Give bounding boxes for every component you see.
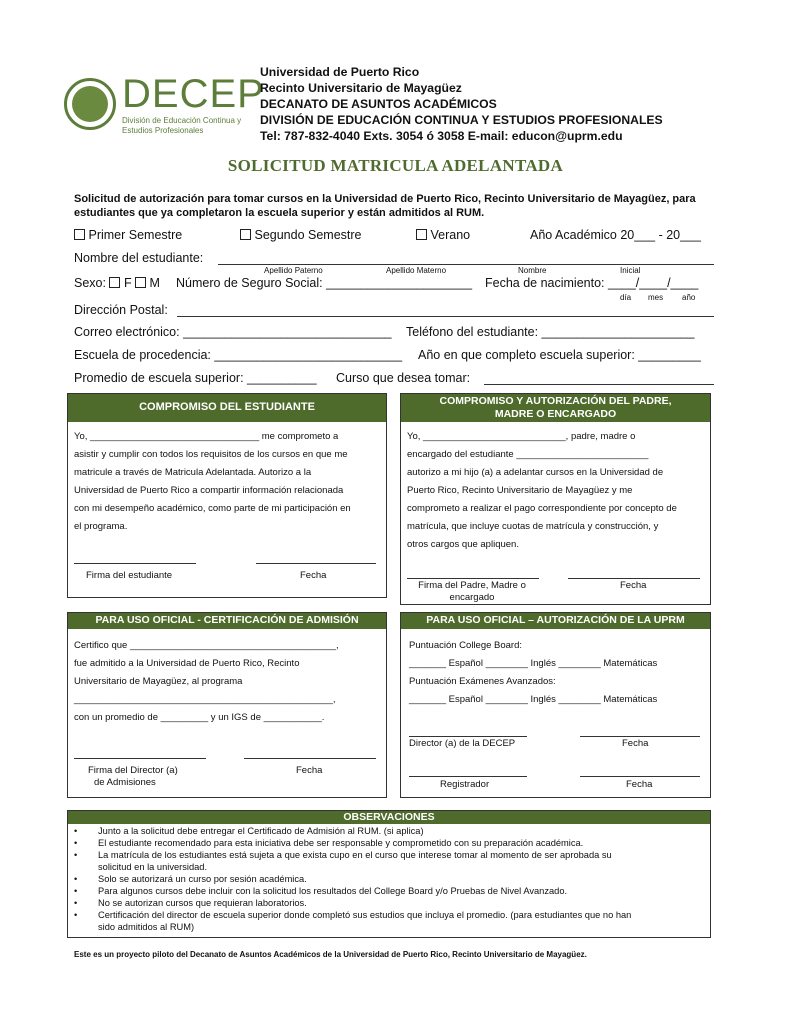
firma-director-label: Firma del Director (a) de Admisiones (88, 765, 178, 788)
footer-note: Este es un proyecto piloto del Decanato de Asuntos Académicos de la Universidad de Puerto Rico, Recinto Universitario de Mayagüez. (74, 950, 587, 959)
promedio-field[interactable]: Promedio de escuela superior: __________ (74, 371, 317, 385)
observaciones-list (74, 825, 706, 933)
compromiso-padre-title: COMPROMISO Y AUTORIZACIÓN DEL PADRE, MADRE O ENCARGADO (401, 394, 710, 422)
checkbox-icon[interactable] (135, 277, 146, 288)
fecha-nacimiento-field[interactable]: Fecha de nacimiento: ____/____/____ (485, 276, 699, 290)
list-item: • La matrícula de los estudiantes está sujeta a que exista cupo en el curso que interese tomar al momento de ser aprobada su (74, 850, 612, 860)
checkbox-icon[interactable] (74, 229, 85, 240)
nombre-field[interactable] (218, 264, 714, 265)
list-item: • No se autorizan cursos que requieran laboratorios. (74, 898, 307, 908)
ssn-field[interactable]: Número de Seguro Social: _____________________ (176, 276, 473, 290)
curso-label: Curso que desea tomar: (336, 371, 471, 385)
list-item: • Para algunos cursos debe incluir con la solicitud los resultados del College Board y/o Pruebas de Nivel Avanzado. (74, 886, 568, 896)
list-item: • Junto a la solicitud debe entregar el Certificado de Admisión al RUM. (si aplica) (74, 826, 424, 836)
sub-label: año (682, 293, 696, 302)
fecha-estudiante-line[interactable] (256, 563, 376, 564)
sub-label: Inicial (620, 266, 641, 275)
sub-label: Apellido Paterno (264, 266, 323, 275)
certificacion-text: Certifico que _______________________________________, fue admitido a la Universidad de Puerto Rico, Recinto Universitario de Mayagüez, al programa _________________________________________________, con un promedio de _________ y un IGS de ___________. (74, 640, 339, 723)
sub-label: día (620, 293, 632, 302)
telefono-field[interactable]: Teléfono del estudiante: ______________________ (406, 325, 695, 339)
fecha-label: Fecha (300, 570, 327, 581)
fecha-decep-line[interactable] (580, 736, 700, 737)
curso-field[interactable] (484, 384, 714, 385)
header-line: DIVISIÓN DE EDUCACIÓN CONTINUA Y ESTUDIOS PROFESIONALES (260, 113, 663, 127)
list-item: • El estudiante recomendado para esta iniciativa debe ser responsable y comprometido con su preparación académica. (74, 838, 584, 848)
autorizacion-text: Puntuación College Board: _______ Español ________ Inglés ________ Matemáticas Puntuación Exámenes Avanzados: _______ Español ________ Inglés ________ Matemáticas (409, 640, 658, 705)
verano-option[interactable]: Verano (416, 228, 470, 243)
compromiso-estudiante-text: Yo, ________________________________ me comprometo a asistir y cumplir con todos los requisitos de los cursos en que me matricule a través de Matricula Adelantada. Autorizo a la Universidad de Puerto Rico a compartir información relacionada con mi desempeño académico, como parte de mi participación en el programa. (74, 431, 351, 532)
logo-wordmark: DECEP (122, 72, 265, 116)
header-line: Universidad de Puerto Rico (260, 65, 420, 79)
direccion-label: Dirección Postal: (74, 303, 168, 317)
direccion-field[interactable] (177, 316, 714, 317)
nombre-label: Nombre del estudiante: (74, 251, 204, 265)
header-line: Recinto Universitario de Mayagüez (260, 81, 462, 95)
header-line: DECANATO DE ASUNTOS ACADÉMICOS (260, 97, 497, 111)
header-line: Tel: 787-832-4040 Exts. 3054 ó 3058 E-mail: educon@uprm.edu (260, 129, 623, 143)
logo-building-icon (72, 86, 108, 122)
logo-subtitle: División de Educación Continua y Estudios Profesionales (122, 116, 242, 135)
fecha-label: Fecha (626, 779, 653, 790)
escuela-field[interactable]: Escuela de procedencia: ___________________________ (74, 348, 403, 362)
fecha-director-line[interactable] (244, 758, 376, 759)
list-item: • Certificación del director de escuela superior donde completó sus estudios que incluya el promedio. (para estudiantes que no han (74, 910, 632, 920)
director-decep-line[interactable] (409, 736, 527, 737)
registrador-label: Registrador (440, 779, 490, 790)
anio-academico[interactable]: Año Académico 20___ - 20___ (530, 228, 701, 242)
sub-label: mes (648, 293, 664, 302)
segundo-semestre-option[interactable]: Segundo Semestre (240, 228, 362, 243)
sub-label: Nombre (518, 266, 547, 275)
firma-director-line[interactable] (74, 758, 206, 759)
checkbox-icon[interactable] (109, 277, 120, 288)
firma-estudiante-line[interactable] (74, 563, 196, 564)
checkbox-icon[interactable] (416, 229, 427, 240)
page-title: SOLICITUD MATRICULA ADELANTADA (227, 156, 564, 175)
list-item: • Solo se autorizará un curso por sesión académica. (74, 874, 307, 884)
fecha-label: Fecha (622, 738, 649, 749)
autorizacion-title: PARA USO OFICIAL – AUTORIZACIÓN DE LA UPRM (401, 613, 710, 629)
list-item: solicitud en la universidad. (98, 862, 208, 872)
fecha-padre-line[interactable] (568, 578, 700, 579)
primer-semestre-option[interactable]: Primer Semestre (74, 228, 182, 243)
observaciones-title: OBSERVACIONES (68, 811, 710, 824)
firma-estudiante-label: Firma del estudiante (86, 570, 173, 581)
intro-text: Solicitud de autorización para tomar cursos en la Universidad de Puerto Rico, Recinto Universitario de Mayagüez, para estudiantes que ya completaron la escuela superior y están admitidos al RUM. (74, 193, 696, 219)
certificacion-title: PARA USO OFICIAL - CERTIFICACIÓN DE ADMISIÓN (68, 613, 386, 629)
fecha-label: Fecha (296, 765, 323, 776)
sexo-row: Sexo: F M (74, 276, 160, 290)
firma-padre-label: Firma del Padre, Madre o encargado (418, 580, 526, 603)
firma-padre-line[interactable] (407, 578, 539, 579)
checkbox-icon[interactable] (240, 229, 251, 240)
compromiso-estudiante-title: COMPROMISO DEL ESTUDIANTE (68, 394, 386, 422)
director-decep-label: Director (a) de la DECEP (409, 738, 516, 749)
compromiso-padre-text: Yo, ___________________________, padre, madre o encargado del estudiante _________________________ autorizo a mi hijo (a) a adelantar cursos en la Universidad de Puerto Rico, Recinto Universitario de Mayagüez y me comprometo a realizar el pago correspondiente por concepto de matrícula, que incluye cuotas de matrícula y construcción, y otros cargos que apliquen. (407, 431, 677, 550)
list-item: sido admitidos al RUM) (98, 922, 195, 932)
correo-field[interactable]: Correo electrónico: ______________________________ (74, 325, 392, 339)
fecha-registrador-line[interactable] (580, 776, 700, 777)
fecha-label: Fecha (620, 580, 647, 591)
registrador-line[interactable] (409, 776, 527, 777)
sub-label: Apellido Materno (386, 266, 447, 275)
anio-escuela-field[interactable]: Año en que completo escuela superior: _________ (418, 348, 701, 362)
